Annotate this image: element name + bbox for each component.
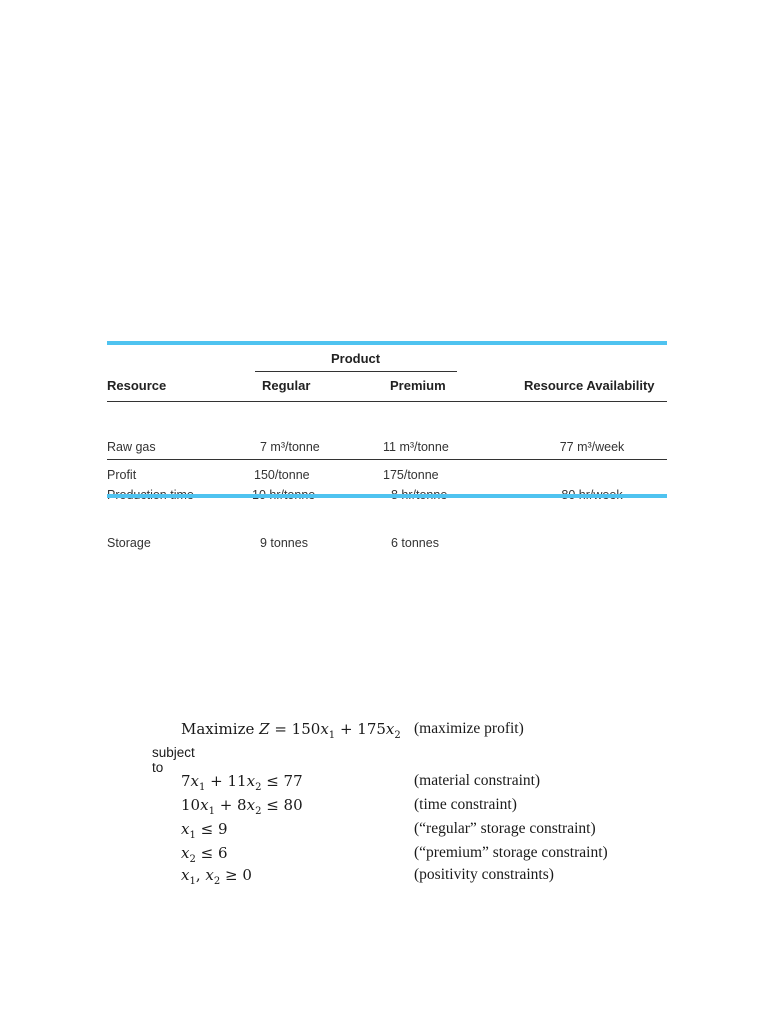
product-underline bbox=[255, 371, 457, 372]
row-storage-label: Storage bbox=[107, 536, 151, 550]
header-product: Product bbox=[331, 351, 381, 366]
premium-raw-gas: 11 m³/tonne bbox=[383, 440, 449, 454]
constraint-positivity: $x_1$, $x_2 \ge 0$ bbox=[181, 866, 252, 887]
regular-storage: 9 tonnes bbox=[260, 536, 308, 550]
row-raw-gas-label: Raw gas bbox=[107, 440, 156, 454]
constraint-regular-storage: $x_1 \le 9$ bbox=[181, 820, 228, 841]
profit-premium: 175/tonne bbox=[383, 468, 439, 482]
header-premium: Premium bbox=[390, 378, 446, 393]
constraint-material-explanation: (material constraint) bbox=[414, 772, 541, 789]
constraint-time-explanation: (time constraint) bbox=[414, 796, 517, 813]
constraint-positivity-explanation: (positivity constraints) bbox=[414, 866, 554, 883]
header-rule bbox=[107, 401, 667, 402]
subject-to-label: subject to bbox=[152, 745, 195, 775]
availability-raw-gas: 77 m³/week bbox=[559, 440, 625, 454]
table-top-rule bbox=[107, 341, 667, 345]
profit-regular: 150/tonne bbox=[254, 468, 310, 482]
header-availability: Resource Availability bbox=[524, 378, 655, 393]
header-resource: Resource bbox=[107, 378, 167, 393]
header-regular: Regular bbox=[262, 378, 311, 393]
constraint-regular-storage-explanation: (“regular” storage constraint) bbox=[414, 820, 596, 837]
profit-label: Profit bbox=[107, 468, 137, 482]
profit-rule bbox=[107, 459, 667, 460]
resource-table bbox=[107, 341, 667, 550]
premium-storage: 6 tonnes bbox=[391, 536, 439, 550]
table-bottom-rule bbox=[107, 494, 667, 498]
availability-column bbox=[557, 407, 627, 535]
objective-function: Maximize $Z = 150x_1 + 175x_2$ bbox=[181, 720, 401, 741]
constraint-premium-storage-explanation: (“premium” storage constraint) bbox=[414, 844, 608, 861]
constraint-time: $10x_1 + 8x_2 \le 80$ bbox=[181, 796, 303, 817]
constraint-material: $7x_1 + 11x_2 \le 77$ bbox=[181, 772, 303, 793]
constraint-premium-storage: $x_2 \le 6$ bbox=[181, 844, 228, 865]
objective-explanation: (maximize profit) bbox=[414, 720, 524, 737]
regular-raw-gas: 7 m³/tonne bbox=[260, 440, 320, 454]
